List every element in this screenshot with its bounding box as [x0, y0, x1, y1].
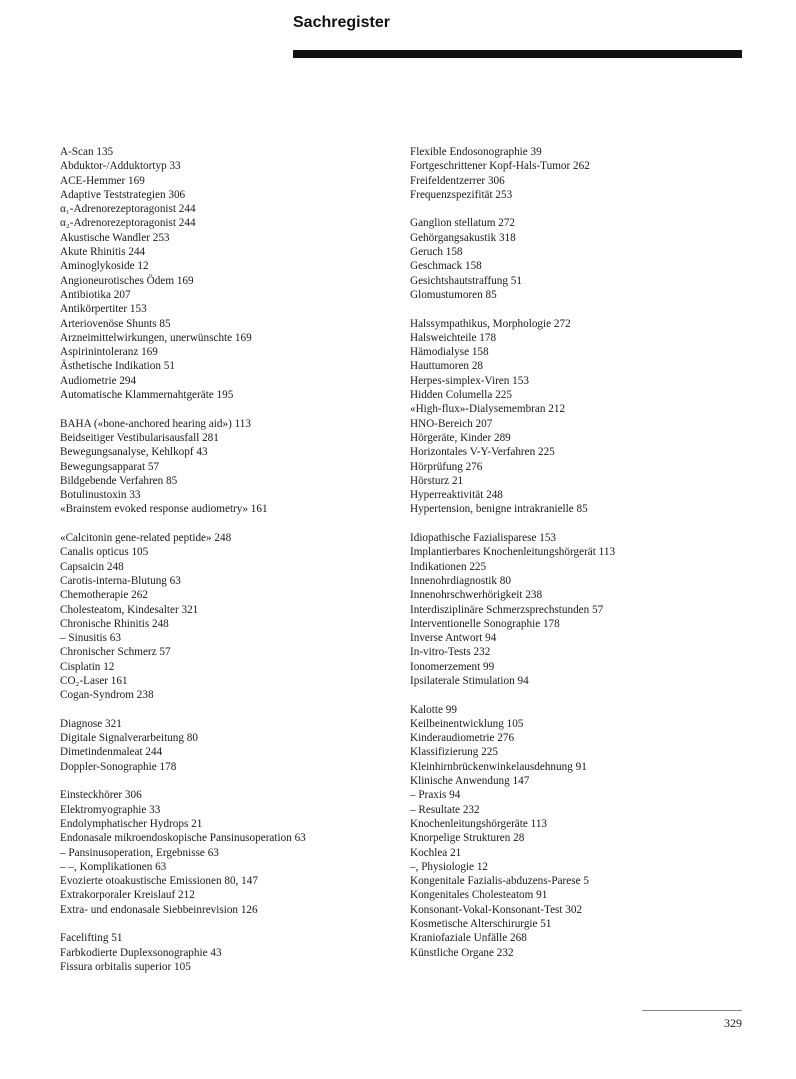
index-entry: Beidseitiger Vestibularisausfall 281 — [60, 431, 219, 444]
index-entry: In-vitro-Tests 232 — [410, 646, 491, 659]
index-entry: – Resultate 232 — [410, 803, 480, 816]
index-letter-group — [410, 703, 740, 960]
index-entry: Kalotte 99 — [410, 703, 457, 716]
index-letter-group — [60, 788, 390, 917]
index-entry: Bewegungsapparat 57 — [60, 460, 160, 473]
index-entry: Ganglion stellatum 272 — [410, 217, 516, 230]
index-entry: – Sinusitis 63 — [60, 632, 121, 645]
index-entry: Cogan-Syndrom 238 — [60, 689, 154, 702]
index-entry: Geschmack 158 — [410, 260, 482, 273]
index-entry: Horizontales V-Y-Verfahren 225 — [410, 446, 555, 459]
index-entry: Kochlea 21 — [410, 846, 462, 859]
index-entry: Cisplatin 12 — [60, 660, 115, 673]
index-entry: Glomustumoren 85 — [410, 288, 497, 301]
index-entry: – –, Komplikationen 63 — [60, 860, 167, 873]
index-entry: «High-flux»-Dialysemembran 212 — [410, 403, 566, 416]
index-entry: Knorpelige Strukturen 28 — [410, 832, 525, 845]
index-column-left — [60, 145, 390, 989]
index-entry: Aminoglykoside 12 — [60, 260, 149, 273]
index-entry: Botulinustoxin 33 — [60, 489, 141, 502]
index-entry: Kongenitales Cholesteatom 91 — [410, 889, 548, 902]
index-entry: Kleinhirnbrückenwinkelausdehnung 91 — [410, 760, 587, 773]
index-entry: Chronischer Schmerz 57 — [60, 646, 171, 659]
index-entry: Chronische Rhinitis 248 — [60, 617, 169, 630]
index-entry: Evozierte otoakustische Emissionen 80, 147 — [60, 875, 258, 888]
index-entry: Ipsilaterale Stimulation 94 — [410, 674, 529, 687]
page-number: 329 — [724, 1016, 742, 1030]
index-entry: Einsteckhörer 306 — [60, 789, 142, 802]
index-entry: Carotis-interna-Blutung 63 — [60, 574, 181, 587]
index-entry: Doppler-Sonographie 178 — [60, 760, 177, 773]
index-entry: Interventionelle Sonographie 178 — [410, 617, 560, 630]
index-entry: Geruch 158 — [410, 246, 463, 259]
index-entry: Halssympathikus, Morphologie 272 — [410, 317, 571, 330]
index-entry: Canalis opticus 105 — [60, 546, 149, 559]
index-entry: Klassifizierung 225 — [410, 746, 498, 759]
index-entry: Bewegungsanalyse, Kehlkopf 43 — [60, 446, 208, 459]
index-column-right — [410, 145, 740, 974]
index-entry: Hidden Columella 225 — [410, 389, 512, 402]
index-entry: Hauttumoren 28 — [410, 360, 484, 373]
index-entry: Gesichtshautstraffung 51 — [410, 274, 522, 287]
index-entry: Kraniofaziale Unfälle 268 — [410, 932, 527, 945]
index-entry: Angioneurotisches Ödem 169 — [60, 274, 194, 287]
index-entry: α₁-Adrenorezeptoragonist 244 — [60, 203, 196, 216]
index-entry: Hypertension, benigne intrakranielle 85 — [410, 503, 588, 516]
index-entry: Halsweichteile 178 — [410, 331, 497, 344]
index-entry: Bildgebende Verfahren 85 — [60, 474, 178, 487]
index-entry: Kongenitale Fazialis-abduzens-Parese 5 — [410, 875, 589, 888]
index-entry: Farbkodierte Duplexsonographie 43 — [60, 946, 222, 959]
index-entry: Konsonant-Vokal-Konsonant-Test 302 — [410, 903, 583, 916]
index-letter-group — [410, 216, 740, 302]
index-entry: – Praxis 94 — [410, 789, 461, 802]
index-entry: «Calcitonin gene-related peptide» 248 — [60, 532, 232, 545]
index-entry: HNO-Bereich 207 — [410, 417, 493, 430]
index-entry: Hyperreaktivität 248 — [410, 489, 503, 502]
index-entry: BAHA («bone-anchored hearing aid») 113 — [60, 417, 251, 430]
index-entry: Künstliche Organe 232 — [410, 946, 514, 959]
index-entry: Idiopathische Fazialisparese 153 — [410, 532, 557, 545]
index-entry: Klinische Anwendung 147 — [410, 775, 530, 788]
index-entry: Capsaicin 248 — [60, 560, 124, 573]
index-entry: Extrakorporaler Kreislauf 212 — [60, 889, 195, 902]
index-entry: CO₂-Laser 161 — [60, 674, 128, 687]
index-entry: Aspirinintoleranz 169 — [60, 346, 158, 359]
index-entry: Gehörgangsakustik 318 — [410, 231, 516, 244]
index-entry: Hämodialyse 158 — [410, 346, 489, 359]
title-rule — [293, 50, 742, 58]
index-entry: Diagnose 321 — [60, 717, 122, 730]
index-entry: Frequenzspezifität 253 — [410, 188, 513, 201]
index-entry: Hörgeräte, Kinder 289 — [410, 431, 511, 444]
index-entry: Akute Rhinitis 244 — [60, 246, 146, 259]
index-letter-group — [60, 531, 390, 703]
index-entry: – Pansinusoperation, Ergebnisse 63 — [60, 846, 219, 859]
index-entry: Chemotherapie 262 — [60, 589, 148, 602]
index-entry: Audiometrie 294 — [60, 374, 137, 387]
index-entry: «Brainstem evoked response audiometry» 161 — [60, 503, 268, 516]
index-entry: Keilbeinentwicklung 105 — [410, 717, 524, 730]
index-entry: Akustische Wandler 253 — [60, 231, 170, 244]
index-entry: Innenohrschwerhörigkeit 238 — [410, 589, 543, 602]
index-entry: Fortgeschrittener Kopf-Hals-Tumor 262 — [410, 160, 590, 173]
index-entry: Abduktor-/Adduktortyp 33 — [60, 160, 181, 173]
index-letter-group — [60, 417, 390, 517]
footer-rule — [642, 1010, 742, 1011]
index-entry: Flexible Endosonographie 39 — [410, 146, 542, 158]
index-entry: Fissura orbitalis superior 105 — [60, 960, 191, 973]
index-entry: Innenohrdiagnostik 80 — [410, 574, 511, 587]
index-entry: Inverse Antwort 94 — [410, 632, 497, 645]
index-entry: Arzneimittelwirkungen, unerwünschte 169 — [60, 331, 252, 344]
index-entry: Cholesteatom, Kindesalter 321 — [60, 603, 199, 616]
index-entry: Facelifting 51 — [60, 932, 123, 945]
index-entry: Hörprüfung 276 — [410, 460, 483, 473]
index-entry: Arteriovenöse Shunts 85 — [60, 317, 171, 330]
index-entry: Endolymphatischer Hydrops 21 — [60, 817, 203, 830]
index-entry: Knochenleitungshörgeräte 113 — [410, 817, 548, 830]
index-letter-group — [60, 145, 390, 402]
index-entry: Ästhetische Indikation 51 — [60, 360, 175, 373]
index-entry: Kosmetische Alterschirurgie 51 — [410, 918, 552, 931]
index-entry: Dimetindenmaleat 244 — [60, 746, 163, 759]
page-title: Sachregister — [293, 14, 390, 31]
index-entry: Kinderaudiometrie 276 — [410, 732, 515, 745]
index-entry: Adaptive Teststrategien 306 — [60, 188, 186, 201]
index-entry: α₂-Adrenorezeptoragonist 244 — [60, 217, 196, 230]
index-entry: Interdisziplinäre Schmerzsprechstunden 57 — [410, 603, 604, 616]
index-entry: Indikationen 225 — [410, 560, 487, 573]
index-entry: Extra- und endonasale Siebbeinrevision 126 — [60, 903, 258, 916]
index-entry: Antibiotika 207 — [60, 288, 131, 301]
index-letter-group — [60, 717, 390, 774]
index-entry: Herpes-simplex-Viren 153 — [410, 374, 529, 387]
index-letter-group — [410, 145, 740, 202]
index-entry: Hörsturz 21 — [410, 474, 464, 487]
index-entry: –, Physiologie 12 — [410, 860, 489, 873]
index-entry: Ionomerzement 99 — [410, 660, 495, 673]
index-entry: Endonasale mikroendoskopische Pansinusoperation 63 — [60, 832, 306, 845]
index-letter-group — [410, 317, 740, 517]
index-entry: A-Scan 135 — [60, 146, 114, 158]
index-entry: ACE-Hemmer 169 — [60, 174, 145, 187]
index-entry: Elektromyographie 33 — [60, 803, 161, 816]
index-entry: Digitale Signalverarbeitung 80 — [60, 732, 198, 745]
index-letter-group — [60, 931, 390, 974]
index-entry: Implantierbares Knochenleitungshörgerät 113 — [410, 546, 616, 559]
index-letter-group — [410, 531, 740, 688]
index-entry: Automatische Klammernahtgeräte 195 — [60, 389, 234, 402]
index-entry: Antikörpertiter 153 — [60, 303, 147, 316]
index-entry: Freifeldentzerrer 306 — [410, 174, 505, 187]
